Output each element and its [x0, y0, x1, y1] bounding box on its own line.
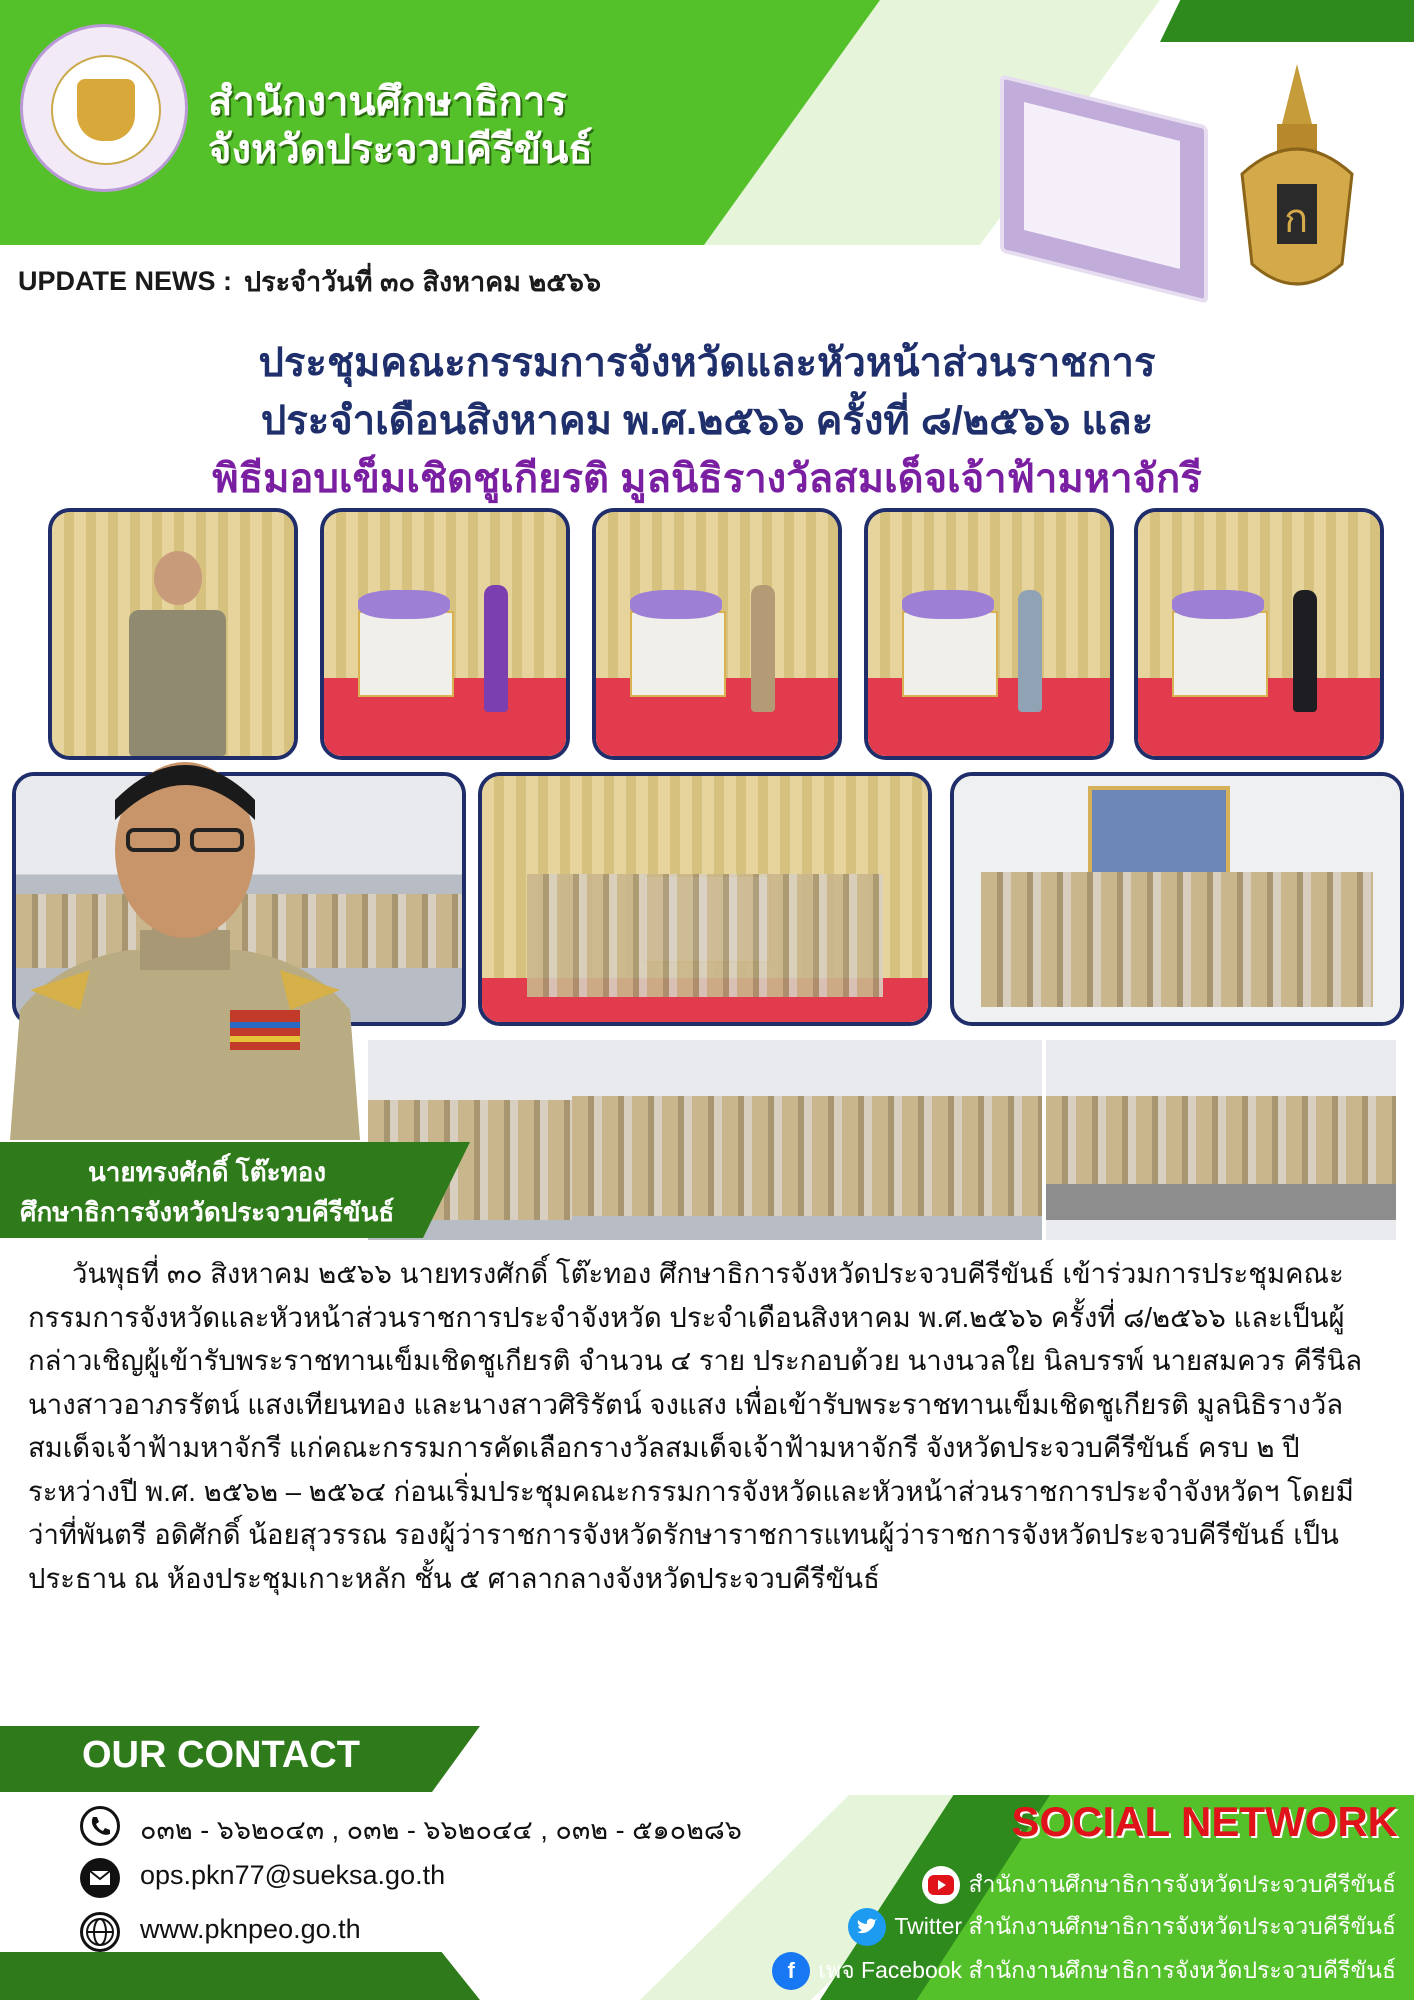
headline-line1: ประชุมคณะกรรมการจังหวัดและหัวหน้าส่วนราชการ [258, 341, 1156, 385]
social-youtube-link[interactable] [922, 1866, 1396, 1904]
header-dark-stripe [1160, 0, 1414, 42]
contact-title: OUR CONTACT [82, 1734, 360, 1776]
portrait-position: ศึกษาธิการจังหวัดประจวบคีรีขันธ์ [20, 1197, 395, 1227]
portrait-official [0, 760, 370, 1140]
footer-bottom-bar [0, 1952, 480, 2000]
update-news-label: UPDATE NEWS : [18, 266, 232, 296]
social-network-title: SOCIAL NETWORK [1011, 1798, 1398, 1845]
twitter-icon [848, 1908, 886, 1946]
contact-phone: ๐๓๒ - ๖๖๒๐๔๓ , ๐๓๒ - ๖๖๒๐๔๔ , ๐๓๒ - ๕๑๐๒๘๖ [140, 1815, 742, 1845]
pin-gift-box [1000, 74, 1208, 304]
phone-icon [80, 1806, 120, 1846]
logo-emblem-icon [77, 79, 135, 141]
social-youtube-label: สำนักงานศึกษาธิการจังหวัดประจวบคีรีขันธ์ [968, 1871, 1396, 1897]
contact-email[interactable]: ops.pkn77@sueksa.go.th [140, 1860, 446, 1890]
facebook-icon: f [772, 1952, 810, 1990]
contact-website[interactable]: www.pknpeo.go.th [140, 1914, 361, 1944]
photo-ceremony-2 [592, 508, 842, 760]
org-name [208, 78, 593, 174]
globe-icon [80, 1912, 120, 1952]
email-icon [80, 1858, 120, 1898]
svg-text:ก: ก [1284, 196, 1309, 242]
honor-pin-image [1222, 64, 1372, 314]
photo-meeting-wai-2 [572, 1040, 1042, 1240]
social-facebook-link[interactable] [772, 1952, 1396, 1990]
social-twitter-label: Twitter สำนักงานศึกษาธิการจังหวัดประจวบคีรีขันธ์ [894, 1913, 1396, 1939]
headline-line3: พิธีมอบเข็มเชิดชูเกียรติ มูลนิธิรางวัลสมเด็จเจ้าฟ้ามหาจักรี [212, 457, 1202, 501]
social-facebook-label: เพจ Facebook สำนักงานศึกษาธิการจังหวัดประจวบคีรีขันธ์ [818, 1957, 1396, 1983]
photo-ceremony-1 [320, 508, 570, 760]
update-date: ประจำวันที่ ๓๐ สิงหาคม ๒๕๖๖ [244, 267, 601, 297]
photo-group-shrine [478, 772, 932, 1026]
photo-ceremony-3 [864, 508, 1114, 760]
photo-meeting-desk [1046, 1040, 1396, 1240]
logo-seal [51, 55, 161, 165]
headline-line2: ประจำเดือนสิงหาคม พ.ศ.๒๕๖๖ ครั้งที่ ๘/๒๕๖๖ และ [260, 399, 1154, 443]
photo-official-standing [48, 508, 298, 760]
portrait-name: นายทรงศักดิ์ โต๊ะทอง [88, 1157, 327, 1187]
photo-group-portrait [950, 772, 1404, 1026]
youtube-icon [922, 1866, 960, 1904]
social-twitter-link[interactable] [848, 1908, 1396, 1946]
org-name-line2: จังหวัดประจวบคีรีขันธ์ [208, 128, 593, 172]
news-body: วันพุธที่ ๓๐ สิงหาคม ๒๕๖๖ นายทรงศักดิ์ โต๊ะทอง ศึกษาธิการจังหวัดประจวบคีรีขันธ์ เข้าร่วมการประชุมคณะกรรมการจังหวัดและหัวหน้าส่วนราชการประจำจังหวัด ประจำเดือนสิงหาคม พ.ศ.๒๕๖๖ ครั้งที่ ๘/๒๕๖๖ และเป็นผู้กล่าวเชิญผู้เข้ารับพระราชทานเข็มเชิดชูเกียรติ จำนวน ๔ ราย ประกอบด้วย นางนวลใย นิลบรรพ์ นายสมควร คีรีนิล นางสาวอาภรรัตน์ แสงเทียนทอง และนางสาวศิริรัตน์ จงแสง เพื่อเข้ารับพระราชทานเข็มเชิดชูเกียรติ มูลนิธิรางวัลสมเด็จเจ้าฟ้ามหาจักรี แก่คณะกรรมการคัดเลือกรางวัลสมเด็จเจ้าฟ้ามหาจักรี จังหวัดประจวบคีรีขันธ์ ครบ ๒ ปี ระหว่างปี พ.ศ. ๒๕๖๒ – ๒๕๖๔ ก่อนเริ่มประชุมคณะกรรมการจังหวัดและหัวหน้าส่วนราชการประจำจังหวัดฯ โดยมี ว่าที่พันตรี อดิศักดิ์ น้อยสุวรรณ รองผู้ว่าราชการจังหวัดรักษาราชการแทนผู้ว่าราชการจังหวัดประจวบคีรีขันธ์ เป็นประธาน ณ ห้องประชุมเกาะหลัก ชั้น ๕ ศาลากลางจังหวัดประจวบคีรีขันธ์ [28, 1258, 1363, 1594]
org-name-line1: สำนักงานศึกษาธิการ [208, 80, 567, 124]
photo-ceremony-4 [1134, 508, 1384, 760]
office-logo [20, 24, 188, 192]
